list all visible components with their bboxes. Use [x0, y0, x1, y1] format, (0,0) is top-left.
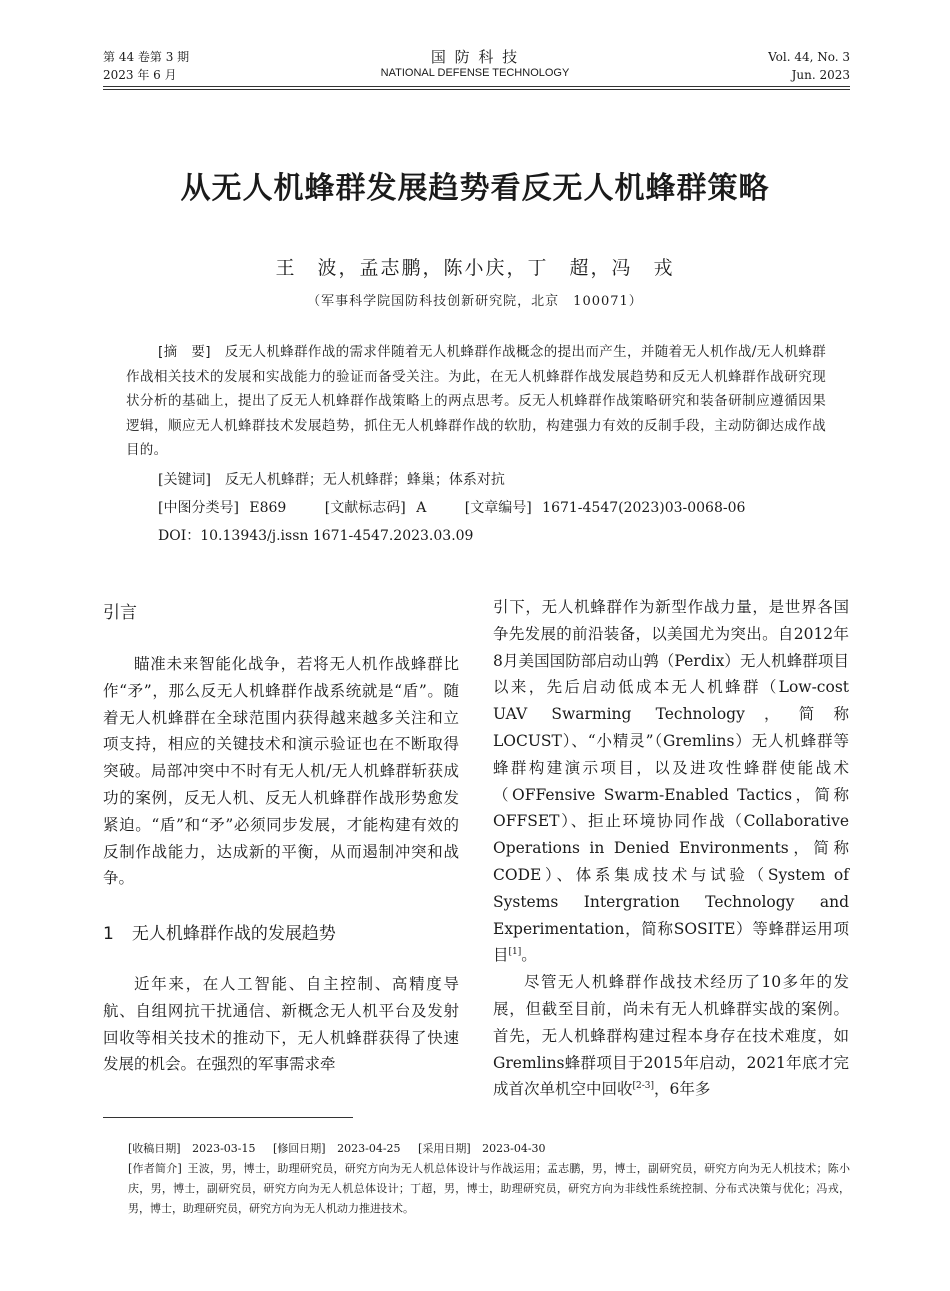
received-label: [收稿日期] [128, 1142, 181, 1155]
article-no-label: [文章编号] [464, 500, 532, 516]
doc-code-value: A [416, 500, 427, 516]
punctuation: 。 [521, 946, 537, 965]
right-column [493, 594, 849, 1103]
doi-label: DOI： [158, 528, 201, 544]
doi-line [158, 525, 473, 545]
header-date-en: Jun. 2023 [791, 68, 850, 82]
classification-line [158, 497, 745, 517]
left-column [103, 651, 459, 892]
keywords-text: 反无人机蜂群；无人机蜂群；蜂巢；体系对抗 [224, 472, 505, 488]
footnote-rule [103, 1117, 353, 1118]
right-paragraph-2 [493, 969, 849, 1103]
doc-code-label: [文献标志码] [324, 500, 406, 516]
clc-label: [中图分类号] [158, 500, 239, 516]
clc-value: E869 [249, 500, 287, 516]
paper-affiliation: （军事科学院国防科技创新研究院，北京 100071） [307, 294, 643, 309]
footnote-bio [128, 1159, 850, 1219]
paper-authors: 王 波，孟志鹏，陈小庆，丁 超，冯 戎 [275, 257, 675, 279]
abstract-text: 反无人机蜂群作战的需求伴随着无人机蜂群作战概念的提出而产生，并随着无人机作战/无人机蜂群作战相关技术的发展和实战能力的验证而备受关注。为此，在无人机蜂群作战发展趋势和反无人机蜂群作战研究现状分析的基础上，提出了反无人机蜂群作战策略上的两点思考。反无人机蜂群作战策略研究和装备研制应遵循因果逻辑，顺应无人机蜂群技术发展趋势，抓住无人机蜂群作战的软肋，构建强力有效的反制手段，主动防御达成作战目的。 [126, 344, 826, 458]
left-column-lower [103, 971, 459, 1078]
right-paragraph-2-end: ，6年多 [654, 1080, 711, 1099]
abstract [126, 340, 826, 463]
article-no-value: 1671-4547(2023)03-0068-06 [542, 500, 746, 516]
abstract-label: [摘 要] [158, 344, 211, 360]
header-journal-cn: 国 防 科 技 [430, 48, 520, 66]
header-volume-en: Vol. 44, No. 3 [768, 50, 850, 64]
citation-1: [1] [508, 947, 522, 958]
revised-date: 2023-04-25 [337, 1142, 401, 1155]
header-rule [103, 89, 850, 90]
citation-2: [2-3] [632, 1081, 655, 1092]
accepted-label: [采用日期] [418, 1142, 471, 1155]
section1-paragraph: 近年来，在人工智能、自主控制、高精度导航、自组网抗干扰通信、新概念无人机平台及发射回收等相关技术的推动下，无人机蜂群获得了快速发展的机会。在强烈的军事需求牵 [103, 975, 459, 1074]
footnote [128, 1139, 850, 1219]
header-volume-cn: 第 44 卷第 3 期 [103, 50, 190, 64]
doi-value: 10.13943/j.issn 1671-4547.2023.03.09 [200, 528, 474, 544]
keywords-label: [关键词] [158, 472, 211, 488]
accepted-date: 2023-04-30 [482, 1142, 546, 1155]
header-date-cn: 2023 年 6 月 [103, 68, 177, 82]
right-paragraph-2-text: 尽管无人机蜂群作战技术经历了10多年的发展，但截至目前，尚未有无人机蜂群实战的案例。首先，无人机蜂群构建过程本身存在技术难度，如Gremlins蜂群项目于2015年启动，2021年底才完成首次单机空中回收 [493, 973, 849, 1099]
section1-number: 1 [103, 924, 114, 944]
footnote-dates [128, 1139, 850, 1159]
intro-paragraph: 瞄准未来智能化战争，若将无人机作战蜂群比作“矛”，那么反无人机蜂群作战系统就是“盾”。随着无人机蜂群在全球范围内获得越来越多关注和立项支持，相应的关键技术和演示验证也在不断取得突破。局部冲突中不时有无人机/无人机蜂群斩获成功的案例，反无人机、反无人机蜂群作战形势愈发紧迫。“盾”和“矛”必须同步发展，才能构建有效的反制作战能力，达成新的平衡，从而遏制冲突和战争。 [103, 655, 459, 888]
section1-heading [103, 919, 336, 944]
section1-title: 无人机蜂群作战的发展趋势 [131, 924, 336, 944]
revised-label: [修回日期] [273, 1142, 326, 1155]
received-date: 2023-03-15 [192, 1142, 256, 1155]
intro-heading: 引言 [103, 603, 137, 623]
keywords-line [158, 469, 505, 489]
bio-label: [作者简介] [128, 1162, 182, 1175]
header-rule [103, 86, 850, 87]
right-paragraph-1-text: 引下，无人机蜂群作为新型作战力量，是世界各国争先发展的前沿装备，以美国尤为突出。自2012年8月美国国防部启动山鹑（Perdix）无人机蜂群项目以来，先后启动低成本无人机蜂群（Low-cost UAV Swarming Technology，简称LOCUST）、“小精灵”（Gremlins）无人机蜂群等蜂群构建演示项目，以及进攻性蜂群使能战术（OFFensive Swarm-Enabled Tactics，简称OFFSET）、拒止环境协同作战（Collaborative Operations in Denied Environments，简称CODE）、体系集成技术与试验（System of Systems Intergration Technology and Experimentation，简称SOSITE）等蜂群运用项目 [493, 598, 849, 965]
header-journal-en: NATIONAL DEFENSE TECHNOLOGY [380, 67, 570, 79]
paper-title: 从无人机蜂群发展趋势看反无人机蜂群策略 [180, 171, 770, 206]
bio-text: 王波，男，博士，助理研究员，研究方向为无人机总体设计与作战运用；孟志鹏，男，博士，副研究员，研究方向为无人机技术；陈小庆，男，博士，副研究员，研究方向为无人机总体设计；丁超，男，博士，助理研究员，研究方向为非线性系统控制、分布式决策与优化；冯戎，男，博士，助理研究员，研究方向为无人机动力推进技术。 [128, 1162, 850, 1215]
right-paragraph-1 [493, 594, 849, 969]
